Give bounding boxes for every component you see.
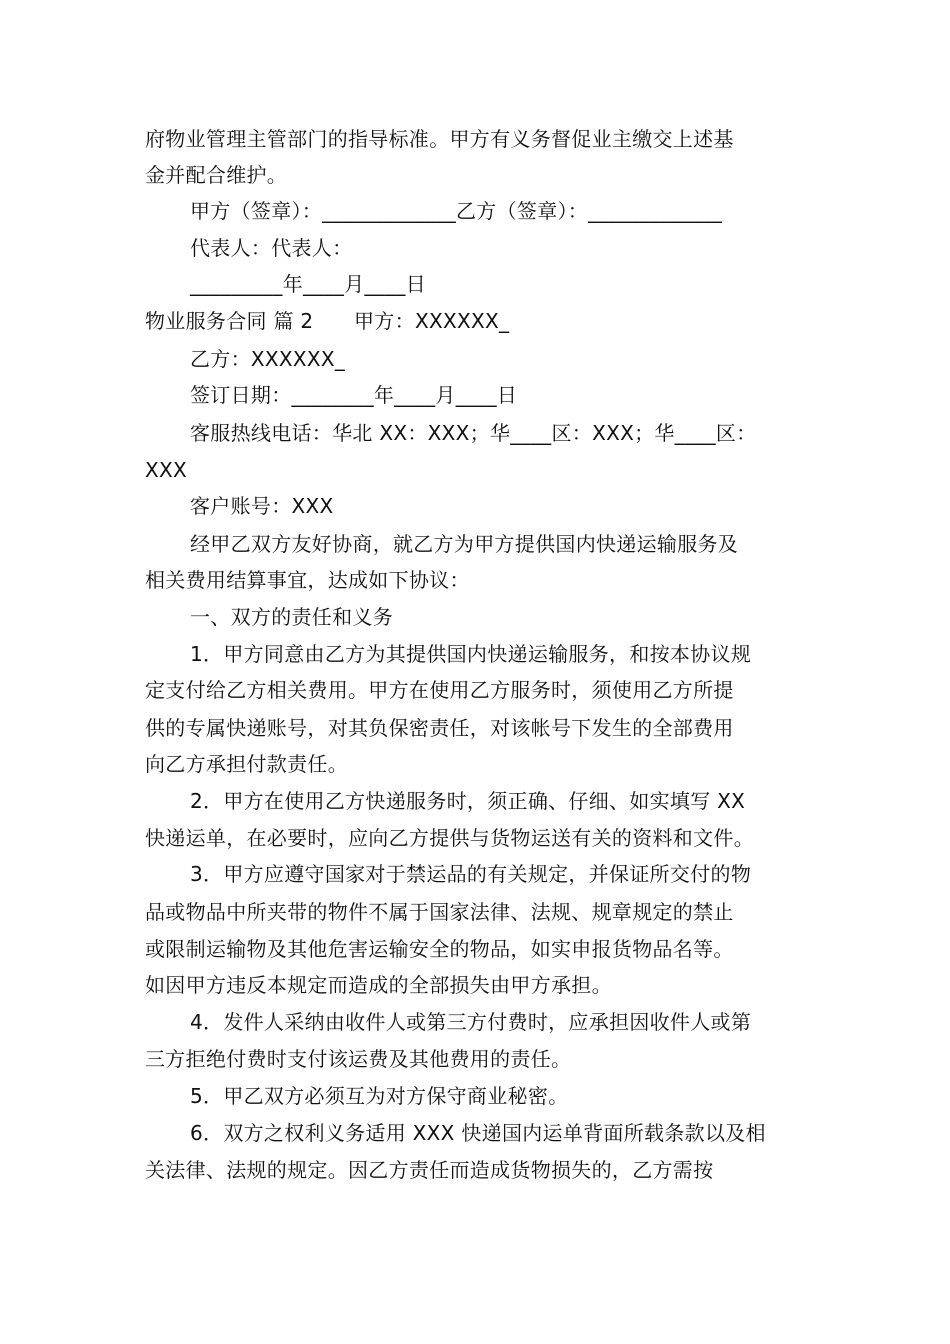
text-line: 府物业管理主管部门的指导标准。甲方有义务督促业主缴交上述基 xyxy=(145,127,734,151)
clause-line: 5．甲乙双方必须互为对方保守商业秘密。 xyxy=(190,1084,569,1108)
clause-line: 3．甲方应遵守国家对于禁运品的有关规定，并保证所交付的物 xyxy=(190,862,752,886)
representative-line: 代表人：代表人： xyxy=(190,236,353,260)
section-heading: 一、双方的责任和义务 xyxy=(190,605,393,629)
text-line: 如因甲方违反本规定而造成的全部损失由甲方承担。 xyxy=(145,973,612,997)
text-line: 快递运单，在必要时，应向乙方提供与货物运送有关的资料和文件。 xyxy=(145,826,754,850)
date-line: _________年____月____日 xyxy=(190,272,426,296)
text-line: 经甲乙双方友好协商，就乙方为甲方提供国内快递运输服务及 xyxy=(190,532,739,556)
text-line: 品或物品中所夹带的物件不属于国家法律、法规、规章规定的禁止 xyxy=(145,900,734,924)
text-line: 向乙方承担付款责任。 xyxy=(145,752,348,776)
text-line: XXX xyxy=(145,458,188,482)
text-line: 三方拒绝付费时支付该运费及其他费用的责任。 xyxy=(145,1047,572,1071)
signature-line: 甲方（签章）：_____________乙方（签章）：_____________ xyxy=(190,199,722,223)
section-title: 物业服务合同 篇 2 甲方：XXXXXX_ xyxy=(145,309,510,333)
account-line: 客户账号：XXX xyxy=(190,494,334,518)
clause-line: 1．甲方同意由乙方为其提供国内快递运输服务，和按本协议规 xyxy=(190,642,752,666)
clause-line: 2．甲方在使用乙方快递服务时，须正确、仔细、如实填写 XX xyxy=(190,789,746,813)
signing-date-line: 签订日期：________年____月____日 xyxy=(190,383,518,407)
text-line: 供的专属快递账号，对其负保密责任，对该帐号下发生的全部费用 xyxy=(145,716,734,740)
clause-line: 6．双方之权利义务适用 XXX 快递国内运单背面所载条款以及相 xyxy=(190,1121,766,1145)
text-line: 相关费用结算事宜，达成如下协议： xyxy=(145,568,470,592)
text-line: 定支付给乙方相关费用。甲方在使用乙方服务时，须使用乙方所提 xyxy=(145,678,734,702)
clause-line: 4．发件人采纳由收件人或第三方付费时，应承担因收件人或第 xyxy=(190,1010,752,1034)
hotline-line: 客服热线电话：华北 XX：XXX；华____区：XXX；华____区： xyxy=(190,421,757,445)
text-line: 或限制运输物及其他危害运输安全的物品，如实申报货物品名等。 xyxy=(145,937,734,961)
text-line: 金并配合维护。 xyxy=(145,163,288,187)
text-line: 关法律、法规的规定。因乙方责任而造成货物损失的，乙方需按 xyxy=(145,1158,714,1182)
party-b-line: 乙方：XXXXXX_ xyxy=(190,347,346,371)
